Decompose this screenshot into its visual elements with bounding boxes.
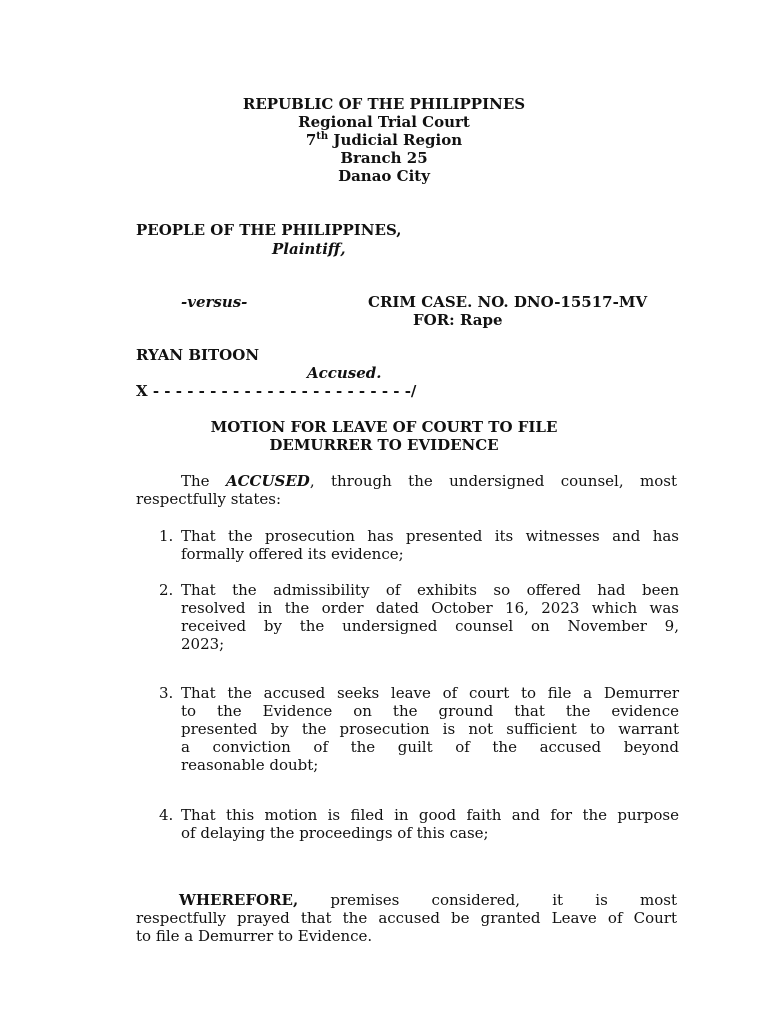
list-item-line: to the Evidence on the ground that the evidence bbox=[181, 702, 679, 720]
list-item-line: That the admissibility of exhibits so offered had been bbox=[181, 581, 679, 599]
list-item bbox=[159, 527, 679, 563]
intro-the: The bbox=[181, 472, 210, 490]
list-item-line: That the prosecution has presented its witnesses and has bbox=[181, 527, 679, 545]
prayer-line-1-rest: premises considered, it is most bbox=[330, 891, 677, 909]
header-city: Danao City bbox=[338, 167, 430, 185]
list-item-line: 2023; bbox=[181, 635, 225, 653]
plaintiff-label: Plaintiff, bbox=[272, 240, 346, 258]
list-item bbox=[159, 581, 679, 653]
intro-accused: ACCUSED bbox=[225, 472, 310, 490]
intro-line-1-rest: , through the undersigned counsel, most bbox=[309, 472, 677, 490]
intro-paragraph bbox=[136, 472, 677, 508]
prayer-line-2: respectfully prayed that the accused be granted Leave of Court bbox=[136, 909, 677, 927]
list-item-line: received by the undersigned counsel on November 9, bbox=[181, 617, 679, 635]
versus-label: -versus- bbox=[181, 293, 248, 311]
list-item-number: 1. bbox=[159, 527, 174, 545]
list-item-line: of delaying the proceedings of this case; bbox=[181, 824, 489, 842]
list-item-line: That the accused seeks leave of court to file a Demurrer bbox=[181, 684, 679, 702]
plaintiff-name: PEOPLE OF THE PHILIPPINES, bbox=[136, 221, 402, 239]
header-region-number: 7 bbox=[305, 131, 317, 149]
header-branch: Branch 25 bbox=[340, 149, 428, 167]
motion-title-line-1: MOTION FOR LEAVE OF COURT TO FILE bbox=[210, 418, 558, 436]
header-region-text: Judicial Region bbox=[328, 131, 463, 149]
list-item-number: 4. bbox=[159, 806, 174, 824]
prayer-line-1 bbox=[136, 891, 677, 909]
list-item-line: a conviction of the guilt of the accused beyond bbox=[181, 738, 679, 756]
list-item-line: presented by the prosecution is not sufficient to warrant bbox=[181, 720, 679, 738]
prayer-paragraph bbox=[136, 891, 677, 945]
list-item-line: reasonable doubt; bbox=[181, 756, 319, 774]
header-region-suffix: th bbox=[316, 131, 329, 142]
list-item-number: 2. bbox=[159, 581, 174, 599]
case-number: CRIM CASE. NO. DNO-15517-MV bbox=[368, 293, 648, 311]
case-offense: FOR: Rape bbox=[413, 311, 503, 329]
header-region bbox=[0, 131, 768, 149]
intro-line-1 bbox=[136, 472, 677, 490]
list-item-line: That this motion is filed in good faith and for the purpose bbox=[181, 806, 679, 824]
list-item-line: resolved in the order dated October 16, 2023 which was bbox=[181, 599, 679, 617]
list-item-line: formally offered its evidence; bbox=[181, 545, 404, 563]
list-item-number: 3. bbox=[159, 684, 174, 702]
motion-title-line-2: DEMURRER TO EVIDENCE bbox=[269, 436, 499, 454]
list-item bbox=[159, 806, 679, 842]
prayer-wherefore: WHEREFORE, bbox=[179, 891, 299, 909]
accused-name: RYAN BITOON bbox=[136, 346, 260, 364]
list-item bbox=[159, 684, 679, 774]
prayer-line-3: to file a Demurrer to Evidence. bbox=[136, 927, 373, 945]
accused-label: Accused. bbox=[307, 364, 382, 382]
header-republic: REPUBLIC OF THE PHILIPPINES bbox=[242, 95, 526, 113]
header-court: Regional Trial Court bbox=[298, 113, 470, 131]
caption-closing-line: X - - - - - - - - - - - - - - - - - - - - - - -/ bbox=[136, 382, 417, 400]
intro-line-2: respectfully states: bbox=[136, 490, 282, 508]
